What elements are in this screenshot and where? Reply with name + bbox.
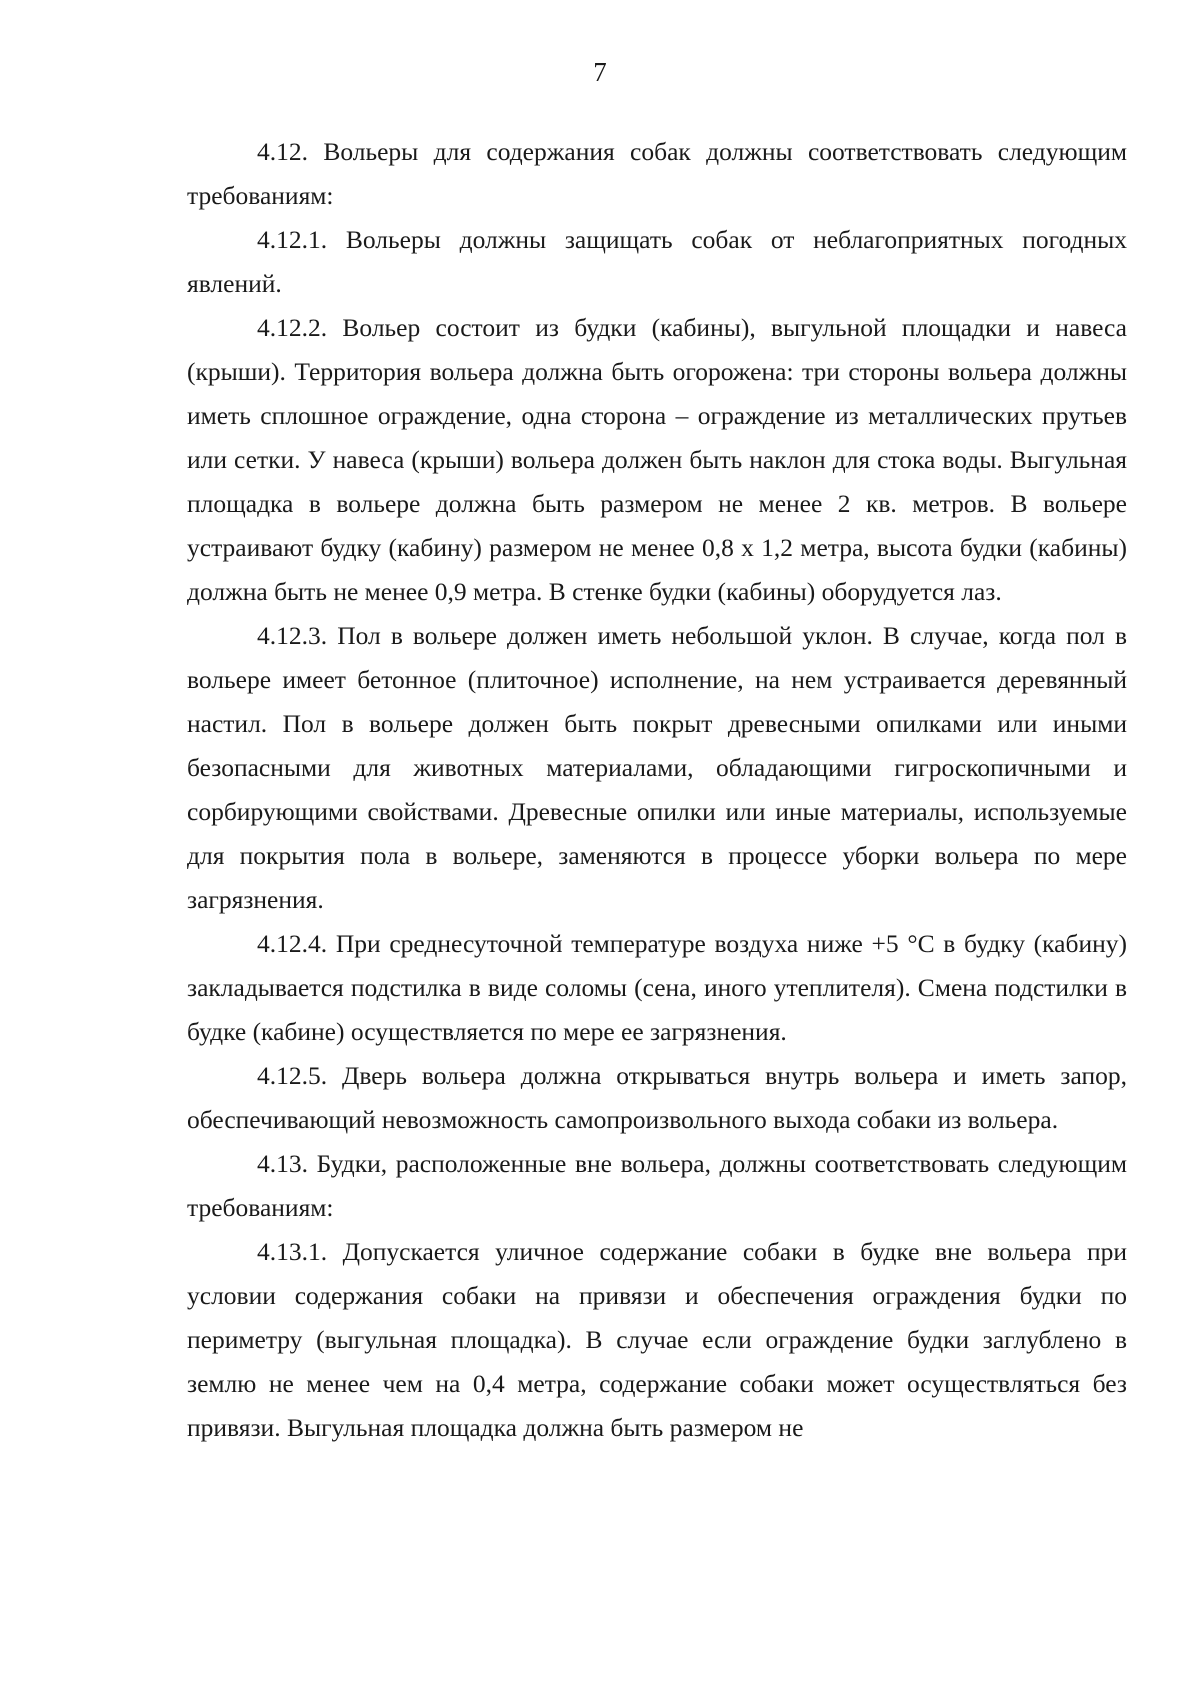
paragraph-4-13: 4.13. Будки, расположенные вне вольера, должны соответствовать следующим требованиям:: [187, 1149, 1127, 1222]
paragraph-4-12-2: 4.12.2. Вольер состоит из будки (кабины), выгульной площадки и навеса (крыши). Территория вольера должна быть огорожена: три стороны вольера должны иметь сплошное ограждение, одна сторона – ограждение из металлических прутьев или сетки. У навеса (крыши) вольера должен быть наклон для стока воды. Выгульная площадка в вольере должна быть размером не менее 2 кв. метров. В вольере устраивают будку (кабину) размером не менее 0,8 х 1,2 метра, высота будки (кабины) должна быть не менее 0,9 метра. В стенке будки (кабины) оборудуется лаз.: [187, 313, 1127, 606]
paragraph-4-12-1: 4.12.1. Вольеры должны защищать собак от неблагоприятных погодных явлений.: [187, 225, 1127, 298]
paragraph-4-12-5: 4.12.5. Дверь вольера должна открываться внутрь вольера и иметь запор, обеспечивающий невозможность самопроизвольного выхода собаки из вольера.: [187, 1061, 1127, 1134]
paragraph-4-12-3: 4.12.3. Пол в вольере должен иметь небольшой уклон. В случае, когда пол в вольере имеет бетонное (плиточное) исполнение, на нем устраивается деревянный настил. Пол в вольере должен быть покрыт древесными опилками или иными безопасными для животных материалами, обладающими гигроскопичными и сорбирующими свойствами. Древесные опилки или иные материалы, используемые для покрытия пола в вольере, заменяются в процессе уборки вольера по мере загрязнения.: [187, 621, 1127, 914]
document-body: [187, 130, 1127, 1450]
page-number: 7: [593, 57, 607, 87]
paragraph-4-12-4: 4.12.4. При среднесуточной температуре воздуха ниже +5 °С в будку (кабину) закладывается подстилка в виде соломы (сена, иного утеплителя). Смена подстилки в будке (кабине) осуществляется по мере ее загрязнения.: [187, 929, 1127, 1046]
paragraph-4-12: 4.12. Вольеры для содержания собак должны соответствовать следующим требованиям:: [187, 137, 1127, 210]
paragraph-4-13-1: 4.13.1. Допускается уличное содержание собаки в будке вне вольера при условии содержания собаки на привязи и обеспечения ограждения будки по периметру (выгульная площадка). В случае если ограждение будки заглублено в землю не менее чем на 0,4 метра, содержание собаки может осуществляться без привязи. Выгульная площадка должна быть размером не: [187, 1237, 1127, 1442]
